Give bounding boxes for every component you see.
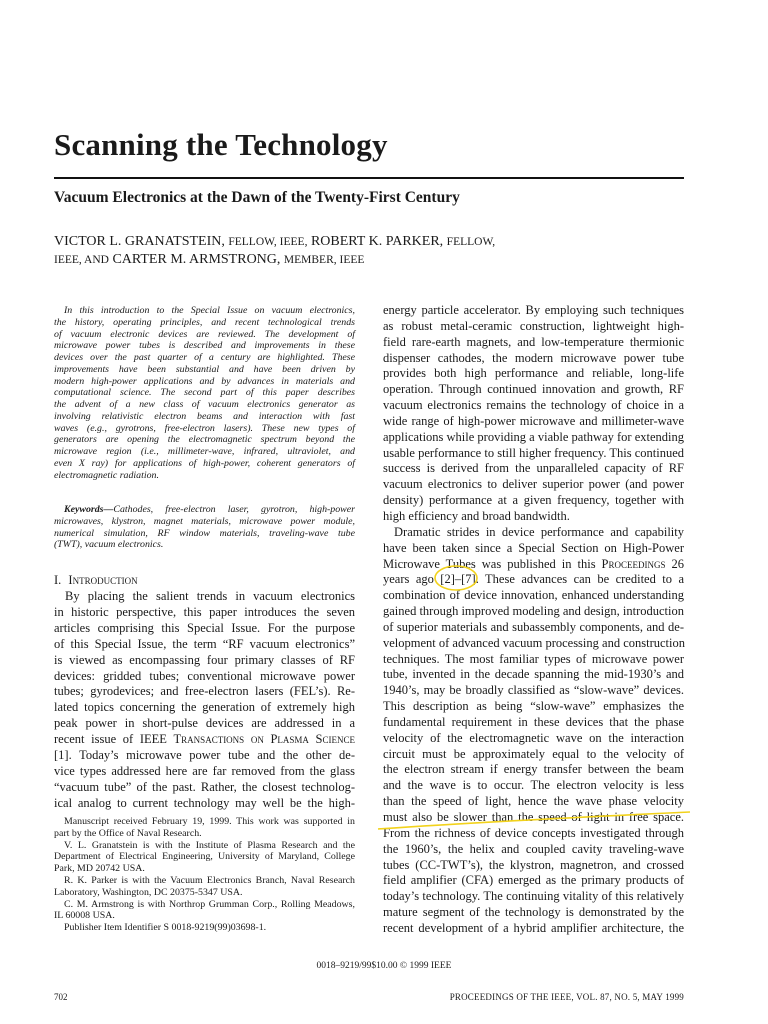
abstract-line: generators are opening the electromagnetic spectrum beyond the [54, 434, 355, 446]
body-line: techniques. The most familiar types of microwave power [383, 651, 684, 666]
body-line: recent development of a hybrid amplifier architecture, the [383, 920, 684, 935]
journal-footer: PROCEEDINGS OF THE IEEE, VOL. 87, NO. 5, MAY 1999 [449, 992, 684, 1002]
body-line: velocity of the electromagnetic wave on the interaction [383, 730, 684, 745]
right-column-body [383, 303, 684, 937]
footnote-line: IL 60008 USA. [54, 910, 115, 922]
author-grade: IEEE, AND [54, 254, 109, 266]
body-line: combination of device innovation, enhanced understanding [383, 588, 684, 603]
body-line: of superior materials and subassembly components, and de- [383, 619, 684, 634]
body-line: tubes (CC-TWT’s), the klystron, magnetron, and crossed [383, 857, 684, 872]
author-grade: MEMBER, IEEE [283, 254, 365, 266]
abstract-line: microwave region (i.e., millimeter-wave, infrared, ultraviolet, and [54, 446, 355, 457]
author-name: CARTER M. ARMSTRONG, [108, 252, 284, 267]
body-line: This description as being “slow-wave” emphasizes the [383, 699, 684, 714]
body-line: as robust metal-ceramic construction, lightweight high- [383, 318, 684, 333]
body-line: years ago [2]–[7]. These advances can be credited to a [383, 572, 684, 587]
journal-name: Transactions on Plasma Science [173, 732, 355, 747]
body-line: dispenser cathodes, the modern microwave power tube [383, 350, 684, 365]
body-line: success is derived from the unparalleled capacity of RF [383, 461, 684, 476]
abstract-line: improvements have been substantial and have been driven by [54, 363, 355, 375]
body-line: high efficiency and broad bandwidth. [383, 508, 570, 523]
footnote-line: Laboratory, Washington, DC 20375-5347 USA. [54, 886, 243, 898]
body-line: today’s technology. The continuing vitality of this relatively [383, 889, 684, 904]
introduction-line: “vacuum tube” of the past. Rather, the closest technolog- [54, 779, 355, 794]
abstract-line: computational science. The second part of this paper describes [54, 387, 355, 399]
author-grade: FELLOW, [446, 236, 496, 248]
body-line: wide range of high-power microwave and millimeter-wave [383, 413, 684, 428]
footnote-line: C. M. Armstrong is with Northrop Grumman Corp., Rolling Meadows, [64, 898, 355, 910]
author-list [54, 233, 594, 269]
first-page-footnotes [54, 816, 355, 934]
body-line: Dramatic strides in device performance and capability [394, 524, 684, 539]
body-line: must also be slower than the speed of light in free space. [383, 810, 684, 824]
body-line: circuit must be approximately equal to the velocity of [383, 746, 684, 761]
body-line: usable performance to still higher frequency. This continued [383, 445, 684, 460]
keywords-line: Keywords—Cathodes, free-electron laser, gyrotron, high-power [64, 504, 355, 515]
body-line: velopment of advanced vacuum processing and construction [383, 635, 685, 650]
title-rule [54, 177, 684, 179]
body-line: operation. Through continued innovation and growth, RF [383, 382, 684, 397]
footnote-line: V. L. Granatstein is with the Institute of Plasma Research and the [64, 839, 355, 851]
keywords-line: numerical simulation, RF window materials, traveling-wave tube [54, 527, 355, 539]
body-line: gained through improved modeling and design, introduction [383, 604, 684, 619]
abstract-line: electromagnetic radiation. [54, 469, 159, 481]
abstract [54, 305, 355, 481]
body-line: the 1960’s, the helix and coupled cavity traveling-wave [383, 841, 684, 856]
introduction-line: lated topics concerning the generation of extremely high [54, 700, 355, 715]
introduction-line: [1]. Today’s microwave power tube and the other de- [54, 748, 355, 763]
section-number: I. [54, 573, 62, 587]
section-title: Introduction [68, 573, 138, 587]
keywords-line: (TWT), vacuum electronics. [54, 539, 164, 551]
keywords-line: microwaves, klystron, magnet materials, microwave power module, [54, 515, 355, 527]
body-line: Microwave Tubes was published in this Proceedings 26 [383, 556, 684, 571]
introduction-line: in historic perspective, this paper introduces the seven [54, 604, 355, 619]
article-subtitle: Vacuum Electronics at the Dawn of the Twenty-First Century [54, 189, 460, 206]
introduction-line: is viewed as encompassing four primary classes of RF [54, 652, 355, 667]
introduction-line: ical analog to current technology may well be the high- [54, 795, 355, 810]
abstract-line: modern high-power applications and by advances in materials and [54, 375, 355, 387]
body-line: have been taken since a Special Section on High-Power [383, 540, 684, 555]
author-grade: FELLOW, IEEE, [228, 236, 308, 248]
keywords-label: Keywords— [64, 504, 114, 515]
body-line: applications while providing a viable pathway for extending [383, 429, 684, 444]
footnote-line: R. K. Parker is with the Vacuum Electronics Branch, Naval Research [64, 874, 355, 886]
introduction-line: of this Special Issue, the term “RF vacuum electronics” [54, 636, 355, 651]
body-line: fundamental requirement in these devices that the phase [383, 714, 684, 729]
introduction-line: articles comprising this Special Issue. For the purpose [54, 620, 355, 635]
abstract-line: devices over the past quarter of a century are highlighted. These [54, 352, 355, 363]
abstract-line: the history, operating principles, and recent technological trends [54, 316, 355, 328]
introduction-line: recent issue of IEEE Transactions on Plasma Science [54, 732, 355, 747]
author-line [54, 251, 594, 269]
abstract-line: In this introduction to the Special Issue on vacuum electronics, [64, 305, 355, 316]
body-line: vacuum electronics to deliver superior power (and power [383, 477, 684, 492]
body-line: density) performance at a given frequency, together with [383, 493, 684, 508]
footnote-line: part by the Office of Naval Research. [54, 827, 202, 839]
page-number: 702 [54, 992, 68, 1002]
author-line [54, 233, 594, 251]
index-terms [54, 504, 355, 551]
body-line: field rare-earth magnets, and low-temperature thermionic [383, 334, 684, 349]
introduction-line: tubes; gyrodevices; and free-electron lasers (FEL’s). Re- [54, 684, 355, 699]
footnote-line: Manuscript received February 19, 1999. This work was supported in [64, 816, 355, 827]
abstract-line: the advent of a new class of vacuum electronics generator as [54, 399, 355, 410]
abstract-line: even X ray) for applications of high-power, coherent generators of [54, 457, 355, 469]
body-line: the electron stream if energy transfer between the beam [383, 762, 684, 777]
body-line: field amplifier (CFA) emerged as the primary products of [383, 873, 684, 888]
introduction-line: By placing the salient trends in vacuum electronics [65, 589, 355, 603]
journal-name: Proceedings [601, 556, 666, 571]
introduction-line: peak power in short-pulse devices are addressed in a [54, 716, 355, 731]
introduction-body [54, 589, 355, 812]
body-line: From the richness of device concepts investigated through [383, 825, 684, 840]
abstract-line: waves (e.g., gyrotrons, free-electron lasers). These new types of [54, 422, 355, 434]
section-heading-introduction [54, 573, 138, 588]
body-line: and the wave is to occur. The electron velocity is less [383, 778, 684, 793]
article-title: Scanning the Technology [54, 127, 388, 162]
footnote-line: Park, MD 20742 USA. [54, 863, 145, 875]
body-line: vacuum electronics remains the technology of choice in a [383, 398, 684, 413]
body-line: mature segment of the technology is demonstrated by the [383, 905, 684, 920]
author-name: VICTOR L. GRANATSTEIN, [54, 234, 229, 249]
footnote-line: Publisher Item Identifier S 0018-9219(99)03698-1. [64, 922, 267, 934]
copyright-line: 0018–9219/99$10.00 © 1999 IEEE [316, 961, 452, 971]
abstract-line: involving relativistic electron beams and interaction with fast [54, 410, 355, 422]
body-line: tube, invented in the decade spanning the mid-1930’s and [383, 667, 684, 682]
introduction-line: vice types addressed here are far removed from the glass [54, 763, 355, 778]
body-line: 1940’s, may be broadly classified as “slow-wave” devices. [383, 683, 684, 698]
body-line: provides both high performance and reliable, long-life [383, 366, 684, 381]
introduction-line: devices: gridded tubes; conventional microwave power [54, 668, 355, 683]
footnote-line: Department of Electrical Engineering, University of Maryland, College [54, 851, 355, 863]
abstract-line: of vacuum electronic devices are reviewed. The development of [54, 328, 355, 340]
body-line: than the speed of light, hence the wave phase velocity [383, 794, 684, 809]
author-name: ROBERT K. PARKER, [307, 234, 447, 249]
abstract-line: microwave power tubes is described and improvements in these [54, 340, 355, 352]
body-line: energy particle accelerator. By employing such techniques [383, 303, 684, 317]
